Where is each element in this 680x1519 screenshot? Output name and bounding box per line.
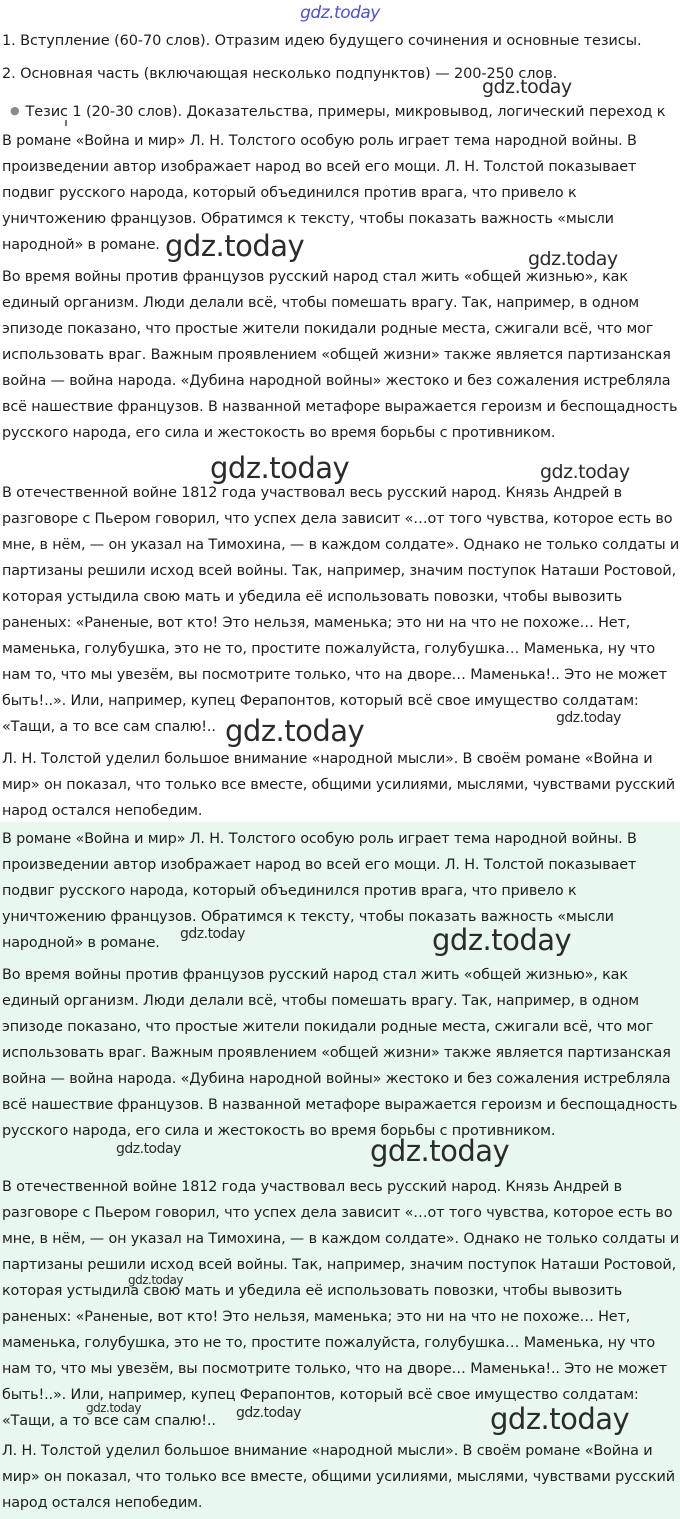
watermark: gdz.today [540, 461, 630, 483]
essay-paragraph-2-copy: Во время войны против французов русский народ стал жить «общей жизнью», как единый организм. Люди делали всё, чтобы помешать врагу. Так, например, в одном эпизоде показано, что простые жители покидали родные места, сжигали всё, что мог использовать враг. Важным проявлением «общей жизни» также является партизанская война — война народа. «Дубина народной войны» жестоко и без сожаления истребляла всё нашествие французов. В названной метафоре выражается героизм и беспощадность русского народа, его сила и жестокость во время борьбы с противником. [2, 967, 678, 1139]
watermark: gdz.today [128, 1273, 183, 1287]
watermark: gdz.today [556, 710, 621, 726]
outline-bullet-text: Тезис 1 (20-30 слов). Доказательства, примеры, микровывод, логический переход к [25, 104, 666, 120]
watermark: gdz.today [180, 926, 245, 942]
watermark: gdz.today [432, 923, 572, 957]
watermark: gdz.today [490, 1402, 630, 1436]
site-logo[interactable]: gdz.today [300, 3, 380, 23]
essay-paragraph-1-copy: В романе «Война и мир» Л. Н. Толстого особую роль играет тема народной войны. В произведении автор изображает народ во всей его мощи. Л. Н. Толстой показывает подвиг русского народа, который объединился против врага, что привело к уничтожению французов. Обратимся к тексту, чтобы показать важность «мысли народной» в романе. [2, 831, 637, 951]
ink-mark [65, 120, 67, 126]
watermark: gdz.today [482, 76, 572, 98]
essay-block-plain [0, 128, 680, 820]
outline-bullet-thesis [10, 101, 665, 122]
essay-paragraph-2: Во время войны против французов русский народ стал жить «общей жизнью», как единый организм. Люди делали всё, чтобы помешать врагу. Так, например, в одном эпизоде показано, что простые жители покидали родные места, сжигали всё, что мог использовать враг. Важным проявлением «общей жизни» также является партизанская война — война народа. «Дубина народной войны» жестоко и без сожаления истребляла всё нашествие французов. В названной метафоре выражается героизм и беспощадность русского народа, его сила и жестокость во время борьбы с противником. [2, 269, 678, 441]
bullet-icon: ● [10, 104, 20, 117]
outline-item-main-part: 2. Основная часть (включающая несколько подпунктов) — 200-250 слов. [2, 66, 558, 82]
watermark: gdz.today [210, 451, 350, 485]
watermark: gdz.today [528, 248, 618, 270]
watermark: gdz.today [116, 1141, 181, 1157]
essay-paragraph-4-copy: Л. Н. Толстой уделил большое внимание «народной мысли». В своём романе «Война и мир» он показал, что только все вместе, общими усилиями, мыслями, чувствами русский народ остался непобедим. [2, 1443, 675, 1511]
essay-paragraph-1: В романе «Война и мир» Л. Н. Толстого особую роль играет тема народной войны. В произведении автор изображает народ во всей его мощи. Л. Н. Толстой показывает подвиг русского народа, который объединился против врага, что привело к уничтожению французов. Обратимся к тексту, чтобы показать важность «мысли народной» в романе. [2, 133, 637, 253]
watermark: gdz.today [165, 229, 305, 263]
essay-paragraph-4: Л. Н. Толстой уделил большое внимание «народной мысли». В своём романе «Война и мир» он показал, что только все вместе, общими усилиями, мыслями, чувствами русский народ остался непобедим. [2, 751, 675, 819]
outline-item-introduction: 1. Вступление (60-70 слов). Отразим идею будущего сочинения и основные тезисы. [2, 33, 642, 49]
watermark: gdz.today [370, 1134, 510, 1168]
essay-paragraph-3-copy: В отечественной войне 1812 года участвовал весь русский народ. Князь Андрей в разговоре с Пьером говорил, что успех дела зависит «…от того чувства, которое есть во мне, в нём, — он указал на Тимохина, — в каждом солдате». Однако не только солдаты и партизаны решили исход всей войны. Так, например, значим поступок Наташи Ростовой, которая устыдила свою мать и убедила её использовать повозки, чтобы вывозить раненых: «Раненые, вот кто! Это нельзя, маменька; это ни на что не похоже… Нет, маменька, голубушка, это не то, простите пожалуйста, голубушка… Маменька, ну что нам то, что мы увезём, вы посмотрите только, что на дворе… Маменька!.. Это не может быть!..». Или, например, купец Ферапонтов, который всё свое имущество солдатам: «Тащи, а то все сам спалю!.. [2, 1179, 680, 1429]
watermark: gdz.today [86, 1401, 141, 1415]
essay-block-highlighted [0, 822, 680, 1519]
watermark: gdz.today [225, 714, 365, 748]
watermark: gdz.today [236, 1405, 301, 1421]
essay-paragraph-3: В отечественной войне 1812 года участвовал весь русский народ. Князь Андрей в разговоре с Пьером говорил, что успех дела зависит «…от того чувства, которое есть во мне, в нём, — он указал на Тимохина, — в каждом солдате». Однако не только солдаты и партизаны решили исход всей войны. Так, например, значим поступок Наташи Ростовой, которая устыдила свою мать и убедила её использовать повозки, чтобы вывозить раненых: «Раненые, вот кто! Это нельзя, маменька; это ни на что не похоже… Нет, маменька, голубушка, это не то, простите пожалуйста, голубушка… Маменька, ну что нам то, что мы увезём, вы посмотрите только, что на дворе… Маменька!.. Это не может быть!..». Или, например, купец Ферапонтов, который всё свое имущество солдатам: «Тащи, а то все сам спалю!.. [2, 485, 680, 735]
